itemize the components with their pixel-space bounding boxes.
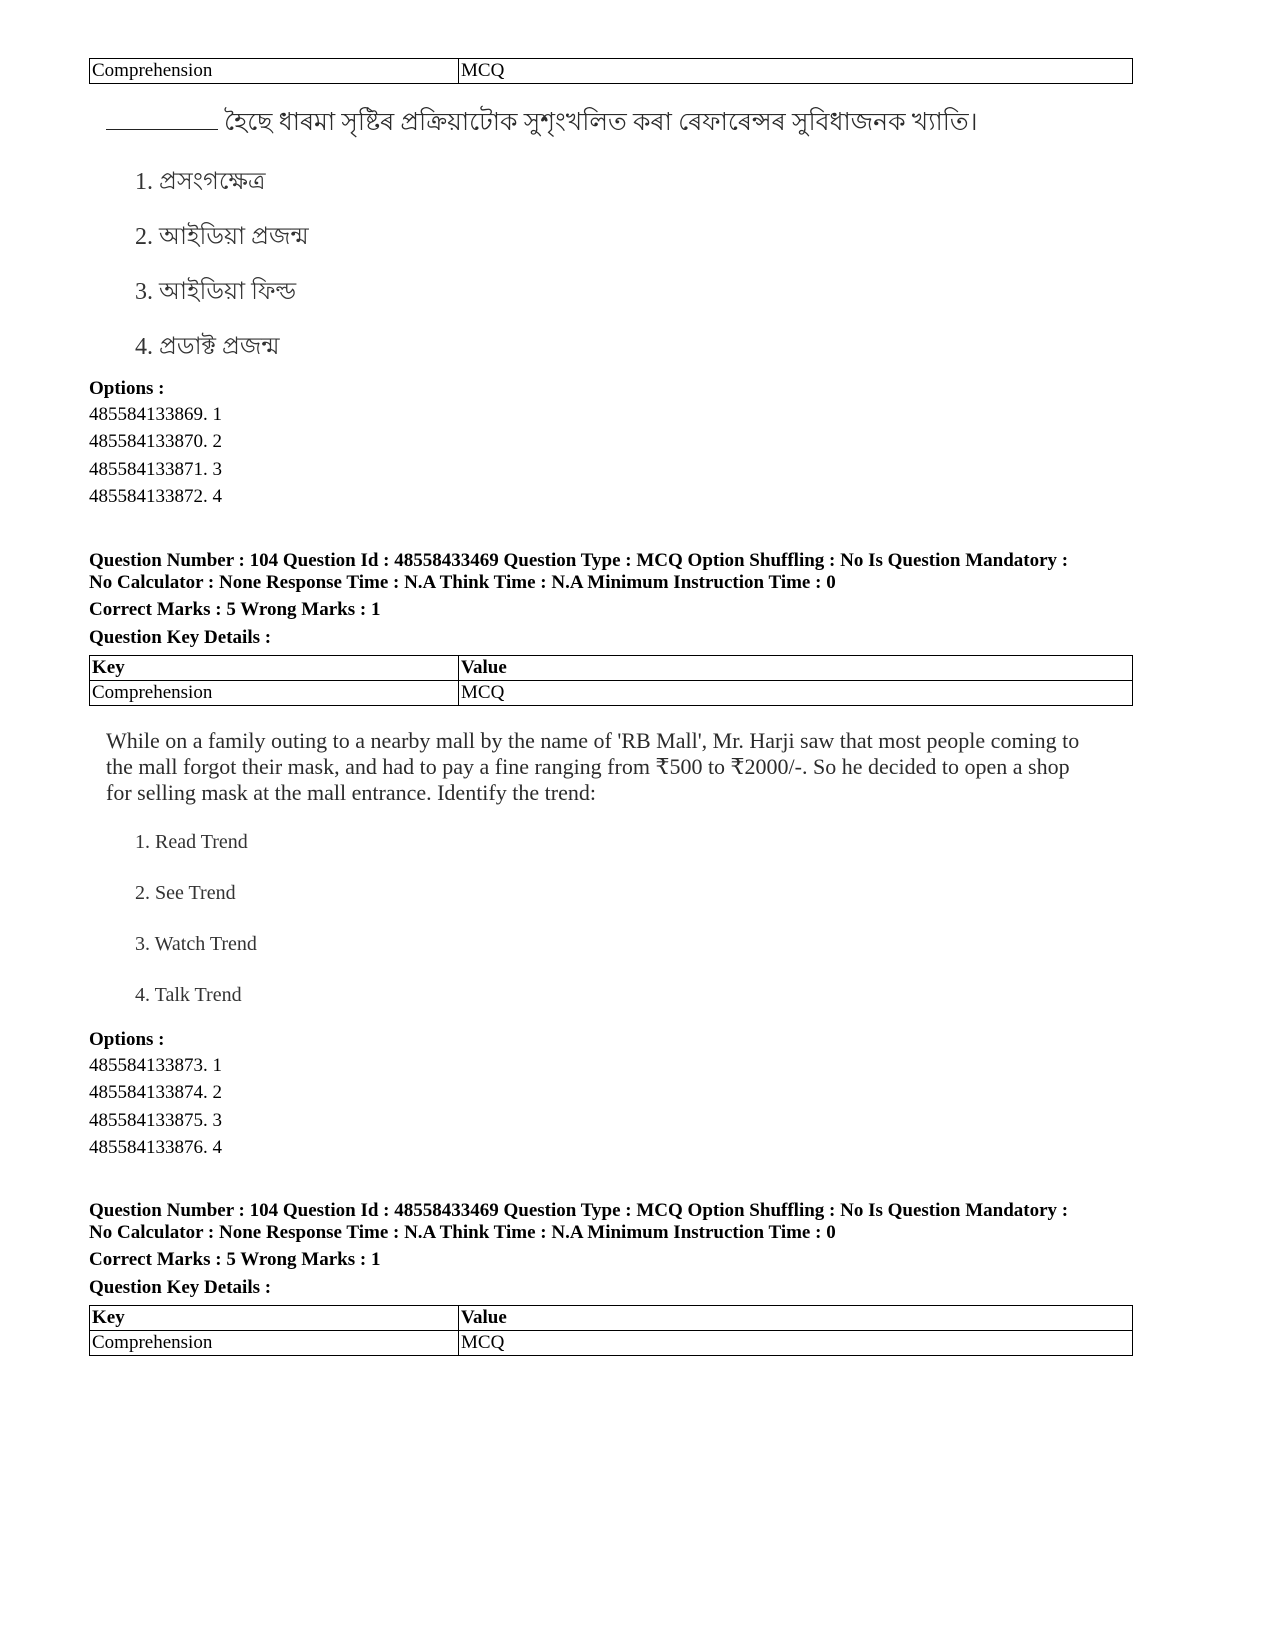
fill-blank-line: [106, 129, 218, 130]
table-cell-value: MCQ: [459, 59, 1133, 84]
answer-choice-1: 1. প্ৰসংগক্ষেত্ৰ: [135, 169, 266, 195]
answer-choice-2: 2. আইডিয়া প্ৰজন্ম: [135, 224, 309, 250]
question-key-table: [89, 655, 1133, 706]
table-header-value: Value: [459, 1306, 1133, 1331]
table-header-key: Key: [90, 1306, 459, 1331]
answer-choice-1: 1. Read Trend: [135, 831, 248, 853]
option-id-line: 485584133872. 4: [89, 486, 222, 507]
table-cell-value: MCQ: [459, 681, 1133, 706]
question-meta-line: No Calculator : None Response Time : N.A Think Time : N.A Minimum Instruction Time : 0: [89, 1222, 836, 1243]
table-row: [90, 1331, 1133, 1356]
option-id-line: 485584133874. 2: [89, 1082, 222, 1103]
question-meta-line: Question Number : 104 Question Id : 48558433469 Question Type : MCQ Option Shuffling : No Is Question Mandatory :: [89, 550, 1069, 571]
table-header-row: [90, 1306, 1133, 1331]
marks-line: Correct Marks : 5 Wrong Marks : 1: [89, 1249, 381, 1270]
option-id-line: 485584133873. 1: [89, 1055, 222, 1076]
marks-line: Correct Marks : 5 Wrong Marks : 1: [89, 599, 381, 620]
question-key-table: [89, 58, 1133, 84]
answer-choice-4: 4. প্ৰডাক্ট প্ৰজন্ম: [135, 334, 280, 360]
table-cell-key: Comprehension: [90, 681, 459, 706]
option-id-line: 485584133875. 3: [89, 1110, 222, 1131]
table-header-key: Key: [90, 656, 459, 681]
key-details-label: Question Key Details :: [89, 627, 272, 648]
question-stem: [106, 108, 978, 138]
answer-choice-3: 3. Watch Trend: [135, 933, 257, 955]
table-header-row: [90, 656, 1133, 681]
option-id-line: 485584133871. 3: [89, 459, 222, 480]
question-stem-line: the mall forgot their mask, and had to pay a fine ranging from ₹500 to ₹2000/-. So he decided to open a shop: [106, 754, 1070, 779]
answer-choice-2: 2. See Trend: [135, 882, 236, 904]
answer-choice-4: 4. Talk Trend: [135, 984, 242, 1006]
key-details-label: Question Key Details :: [89, 1277, 272, 1298]
table-header-value: Value: [459, 656, 1133, 681]
question-meta-line: No Calculator : None Response Time : N.A Think Time : N.A Minimum Instruction Time : 0: [89, 572, 836, 593]
options-label: Options :: [89, 378, 165, 399]
option-id-line: 485584133870. 2: [89, 431, 222, 452]
answer-choice-3: 3. আইডিয়া ফিল্ড: [135, 279, 297, 305]
option-id-line: 485584133876. 4: [89, 1137, 222, 1158]
table-row: [90, 59, 1133, 84]
question-meta: [89, 1200, 1189, 1244]
table-cell-value: MCQ: [459, 1331, 1133, 1356]
options-label: Options :: [89, 1029, 165, 1050]
question-meta-line: Question Number : 104 Question Id : 48558433469 Question Type : MCQ Option Shuffling : No Is Question Mandatory :: [89, 1200, 1069, 1221]
question-stem: [106, 728, 1079, 806]
question-stem-text: হৈছে ধাৰমা সৃষ্টিৰ প্ৰক্ৰিয়াটোক সুশৃংখলিত কৰা ৰেফাৰেন্সৰ সুবিধাজনক খ্যাতি।: [224, 109, 978, 136]
table-cell-key: Comprehension: [90, 59, 459, 84]
question-key-table: [89, 1305, 1133, 1356]
question-stem-line: for selling mask at the mall entrance. Identify the trend:: [106, 780, 596, 805]
question-stem-line: While on a family outing to a nearby mall by the name of 'RB Mall', Mr. Harji saw that most people coming to: [106, 728, 1080, 753]
question-meta: [89, 550, 1189, 594]
table-row: [90, 681, 1133, 706]
option-id-line: 485584133869. 1: [89, 404, 222, 425]
table-cell-key: Comprehension: [90, 1331, 459, 1356]
